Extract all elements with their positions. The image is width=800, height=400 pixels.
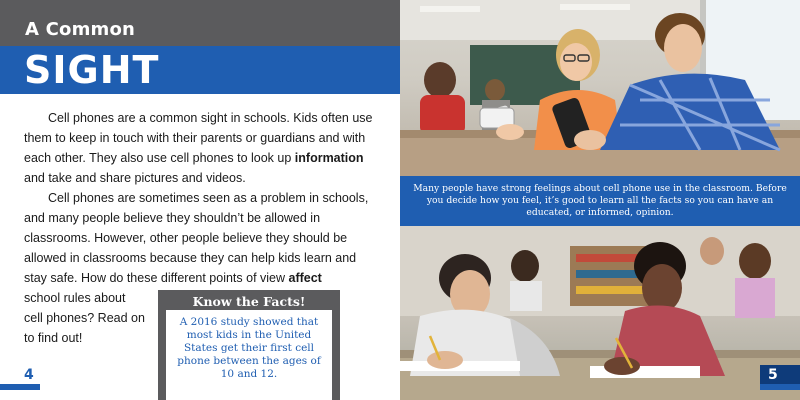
paragraph-2-tail bbox=[24, 288, 146, 348]
paragraph-1-text-b: and take and share pictures and videos. bbox=[24, 171, 246, 185]
paragraph-2 bbox=[24, 188, 374, 288]
facts-title: Know the Facts! bbox=[192, 294, 306, 309]
photo-caption: Many people have strong feelings about cell phone use in the classroom. Before you decide how you feel, it’s good to learn all the facts so you can have an educated, or informed, opinion. bbox=[413, 183, 787, 218]
page-title: SIGHT bbox=[24, 48, 160, 92]
photo-students-with-phones bbox=[400, 0, 800, 176]
page-number-box bbox=[760, 365, 800, 385]
glossary-word-affect[interactable]: affect bbox=[288, 271, 322, 285]
right-page bbox=[400, 0, 800, 400]
paragraph-2-text-b: school rules about cell phones? Read on to find out! bbox=[24, 291, 145, 345]
facts-text: A 2016 study showed that most kids in the United States get their first cell phone between the ages of 10 and 12. bbox=[177, 316, 321, 380]
paragraph-2-text-a: Cell phones are sometimes seen as a problem in schools, and many people believe they shouldn’t be allowed in classrooms. However, other people believe they should be allowed in classrooms because they can help kids learn and stay safe. How do these different points of view bbox=[24, 191, 369, 285]
page-number-left: 4 bbox=[24, 367, 34, 383]
page-bar-right bbox=[760, 384, 800, 390]
page-bar-left bbox=[0, 384, 40, 390]
know-the-facts-box bbox=[158, 290, 340, 400]
paragraph-1-text-a: Cell phones are a common sight in schools. Kids often use them to keep in touch with their parents or guardians and with each other. They also use cell phones to look up bbox=[24, 111, 373, 165]
title-small: A Common bbox=[25, 19, 136, 40]
photo-students-writing bbox=[400, 226, 800, 400]
page-number-right: 5 bbox=[768, 367, 778, 383]
body-text bbox=[24, 108, 374, 288]
glossary-word-information[interactable]: information bbox=[294, 151, 364, 165]
facts-inner bbox=[166, 310, 332, 400]
paragraph-1 bbox=[24, 108, 374, 188]
